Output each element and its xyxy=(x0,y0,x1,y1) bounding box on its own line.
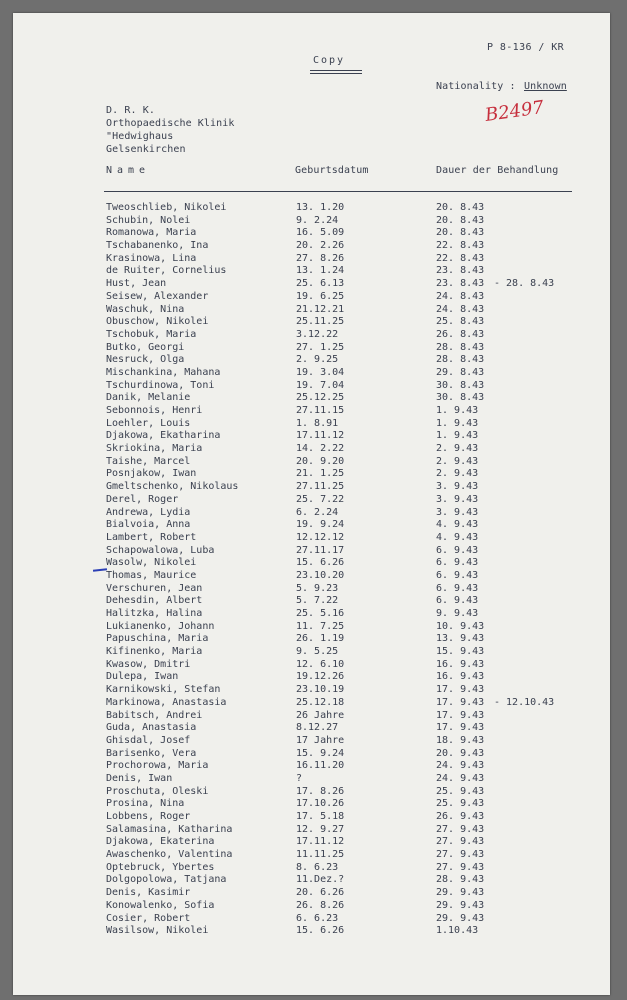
table-row xyxy=(13,684,610,697)
patient-name: Skriokina, Maria xyxy=(106,443,203,455)
birth-date: 20. 6.26 xyxy=(296,887,345,899)
table-row xyxy=(13,494,610,507)
treatment-until: 2. 9.43 xyxy=(436,443,479,455)
treatment-until: 20. 9.43 xyxy=(436,747,485,759)
treatment-until: 24. 8.43 xyxy=(436,303,485,315)
table-row xyxy=(13,329,610,342)
birth-date: 12. 6.10 xyxy=(296,658,345,670)
treatment-until: 29. 9.43 xyxy=(436,912,485,924)
copy-heading: Copy xyxy=(313,55,346,66)
treatment-until: 25. 9.43 xyxy=(436,798,485,810)
birth-date: 6. 6.23 xyxy=(296,912,339,924)
treatment-until: 24. 9.43 xyxy=(436,760,485,772)
birth-date: 3.12.22 xyxy=(296,328,339,340)
patient-name: Tschabanenko, Ina xyxy=(106,240,209,252)
address-line: Gelsenkirchen xyxy=(106,144,186,155)
table-row xyxy=(13,481,610,494)
treatment-until: 1.10.43 xyxy=(436,925,479,937)
birth-date: 25. 5.16 xyxy=(296,608,345,619)
patient-name: Tweoschlieb, Nikolei xyxy=(106,202,227,213)
treatment-until: 20. 8.43 xyxy=(436,214,485,226)
treatment-until: 20. 8.43 xyxy=(436,227,485,239)
treatment-until: 13. 9.43 xyxy=(436,633,485,645)
patient-name: de Ruiter, Cornelius xyxy=(106,265,227,277)
patient-name: Markinowa, Anastasia xyxy=(106,696,227,708)
table-row xyxy=(13,583,610,596)
birth-date: 17. 8.26 xyxy=(296,785,345,797)
table-row xyxy=(13,202,610,215)
treatment-until: 29. 9.43 xyxy=(436,899,485,911)
patient-name: Prosina, Nina xyxy=(106,798,185,810)
birth-date: 25.12.25 xyxy=(296,392,345,404)
treatment-until: 4. 9.43 xyxy=(436,531,479,543)
birth-date: 19.12.26 xyxy=(296,671,345,683)
table-row xyxy=(13,824,610,837)
treatment-until: 24. 8.43 xyxy=(436,290,485,302)
table-row xyxy=(13,519,610,532)
patient-name: Cosier, Robert xyxy=(106,912,191,924)
patient-name: Taishe, Marcel xyxy=(106,455,191,467)
birth-date: 13. 1.20 xyxy=(296,202,345,213)
table-row xyxy=(13,862,610,875)
birth-date: 27.11.25 xyxy=(296,481,345,493)
treatment-until: 6. 9.43 xyxy=(436,544,479,556)
birth-date: 16. 5.09 xyxy=(296,227,345,239)
treatment-until: 3. 9.43 xyxy=(436,481,479,493)
birth-date: 12.12.12 xyxy=(296,531,345,543)
birth-date: 13. 1.24 xyxy=(296,265,345,277)
birth-date: 19. 7.04 xyxy=(296,379,345,391)
patient-name: Dehesdin, Albert xyxy=(106,595,203,607)
table-row xyxy=(13,735,610,748)
treatment-until: 6. 9.43 xyxy=(436,595,479,607)
patient-name: Verschuren, Jean xyxy=(106,582,203,594)
birth-date: 15. 6.26 xyxy=(296,925,345,937)
birth-date: 5. 7.22 xyxy=(296,595,339,607)
header-rule xyxy=(104,191,572,192)
birth-date: 11.Dez.? xyxy=(296,874,345,886)
birth-date: 23.10.19 xyxy=(296,684,345,696)
treatment-until: 26. 9.43 xyxy=(436,811,485,822)
treatment-until: 16. 9.43 xyxy=(436,658,485,670)
table-row xyxy=(13,633,610,646)
birth-date: 25. 6.13 xyxy=(296,278,345,290)
treatment-until: 17. 9.43 xyxy=(436,709,485,721)
birth-date: 11.11.25 xyxy=(296,849,345,861)
table-row xyxy=(13,316,610,329)
copy-underline xyxy=(310,73,362,74)
patient-name: Karnikowski, Stefan xyxy=(106,684,221,696)
table-row xyxy=(13,849,610,862)
table-row xyxy=(13,392,610,405)
treatment-until: 20. 8.43 xyxy=(436,202,485,213)
treatment-until: 26. 8.43 xyxy=(436,328,485,340)
birth-date: 27.11.15 xyxy=(296,405,345,416)
birth-date: 11. 7.25 xyxy=(296,620,345,632)
nationality-value: Unknown xyxy=(524,81,567,92)
treatment-until: 30. 8.43 xyxy=(436,379,485,391)
patient-name: Tschurdinowa, Toni xyxy=(106,379,215,391)
patient-name: Obuschow, Nikolei xyxy=(106,316,209,328)
treatment-until: 15. 9.43 xyxy=(436,646,485,658)
table-row xyxy=(13,532,610,545)
treatment-until: 4. 9.43 xyxy=(436,519,479,531)
table-row xyxy=(13,595,610,608)
table-row xyxy=(13,671,610,684)
birth-date: 17.11.12 xyxy=(296,836,345,848)
birth-date: 8.12.27 xyxy=(296,722,339,734)
table-row xyxy=(13,291,610,304)
patient-name: Lobbens, Roger xyxy=(106,811,191,822)
patient-name: Ghisdal, Josef xyxy=(106,734,191,746)
birth-date: 9. 2.24 xyxy=(296,214,339,226)
patient-name: Wasilsow, Nikolei xyxy=(106,925,209,937)
treatment-until: 29. 8.43 xyxy=(436,366,485,378)
birth-date: 23.10.20 xyxy=(296,569,345,581)
birth-date: 27. 1.25 xyxy=(296,341,345,353)
patient-name: Thomas, Maurice xyxy=(106,569,197,581)
table-row xyxy=(13,646,610,659)
patient-name: Danik, Melanie xyxy=(106,392,191,404)
address-line: Orthopaedische Klinik xyxy=(106,118,235,129)
birth-date: 17.11.12 xyxy=(296,430,345,442)
address-block xyxy=(106,105,235,157)
table-row xyxy=(13,913,610,926)
treatment-until: 22. 8.43 xyxy=(436,252,485,264)
table-row xyxy=(13,545,610,558)
birth-date: 17. 5.18 xyxy=(296,811,345,822)
treatment-until: 17. 9.43 xyxy=(436,684,485,696)
patient-name: Posnjakow, Iwan xyxy=(106,468,197,480)
treatment-until: 28. 8.43 xyxy=(436,341,485,353)
table-row xyxy=(13,608,610,621)
treatment-until: 16. 9.43 xyxy=(436,671,485,683)
table-row xyxy=(13,342,610,355)
treatment-until: 1. 9.43 xyxy=(436,430,479,442)
table-row xyxy=(13,925,610,938)
patient-name: Krasinowa, Lina xyxy=(106,252,197,264)
birth-date: 25.12.18 xyxy=(296,696,345,708)
treatment-until: 25. 8.43 xyxy=(436,316,485,328)
birth-date: 17.10.26 xyxy=(296,798,345,810)
birth-date: 19. 9.24 xyxy=(296,519,345,531)
patient-name: Denis, Kasimir xyxy=(106,887,191,899)
birth-date: 5. 9.23 xyxy=(296,582,339,594)
birth-date: 8. 6.23 xyxy=(296,861,339,873)
patient-name: Babitsch, Andrei xyxy=(106,709,203,721)
patient-name: Gmeltschenko, Nikolaus xyxy=(106,481,239,493)
table-row xyxy=(13,253,610,266)
patient-name: Andrewa, Lydia xyxy=(106,506,191,518)
patient-name: Papuschina, Maria xyxy=(106,633,209,645)
table-row xyxy=(13,430,610,443)
patient-name: Hust, Jean xyxy=(106,278,167,290)
table-row xyxy=(13,265,610,278)
treatment-until: 25. 9.43 xyxy=(436,785,485,797)
table-row xyxy=(13,798,610,811)
table-row xyxy=(13,354,610,367)
column-header-name: Name xyxy=(106,165,151,176)
patient-name: Guda, Anastasia xyxy=(106,722,197,734)
treatment-until: 17. 9.43 xyxy=(436,722,485,734)
patient-name: Schubin, Nolei xyxy=(106,214,191,226)
table-row xyxy=(13,710,610,723)
patient-name: Romanowa, Maria xyxy=(106,227,197,239)
birth-date: ? xyxy=(296,772,303,784)
patient-name: Waschuk, Nina xyxy=(106,303,185,315)
table-row xyxy=(13,215,610,228)
table-row xyxy=(13,468,610,481)
table-row xyxy=(13,722,610,735)
birth-date: 26. 8.26 xyxy=(296,899,345,911)
table-row xyxy=(13,227,610,240)
birth-date: 15. 9.24 xyxy=(296,747,345,759)
birth-date: 25.11.25 xyxy=(296,316,345,328)
column-header-birthdate: Geburtsdatum xyxy=(295,165,369,176)
reference-number: P 8-136 / KR xyxy=(487,42,565,53)
birth-date: 20. 2.26 xyxy=(296,240,345,252)
table-row xyxy=(13,900,610,913)
patient-name: Nesruck, Olga xyxy=(106,354,185,366)
birth-date: 2. 9.25 xyxy=(296,354,339,366)
patient-name: Kifinenko, Maria xyxy=(106,646,203,658)
table-row xyxy=(13,659,610,672)
patient-name: Barisenko, Vera xyxy=(106,747,197,759)
patient-name: Bialvoia, Anna xyxy=(106,519,191,531)
nationality-label: Nationality : xyxy=(436,81,516,92)
patient-name: Prochorowa, Maria xyxy=(106,760,209,772)
birth-date: 19. 6.25 xyxy=(296,290,345,302)
birth-date: 9. 5.25 xyxy=(296,646,339,658)
treatment-until: 27. 9.43 xyxy=(436,849,485,861)
column-header-duration: Dauer der Behandlung xyxy=(436,165,559,176)
patient-name: Konowalenko, Sofia xyxy=(106,899,215,911)
patient-name: Denis, Iwan xyxy=(106,772,173,784)
treatment-until: 10. 9.43 xyxy=(436,620,485,632)
address-line: D. R. K. xyxy=(106,105,155,116)
table-row xyxy=(13,456,610,469)
copy-underline xyxy=(310,70,362,71)
birth-date: 14. 2.22 xyxy=(296,443,345,455)
table-row xyxy=(13,786,610,799)
table-row xyxy=(13,836,610,849)
treatment-until: 6. 9.43 xyxy=(436,557,479,569)
patient-name: Loehler, Louis xyxy=(106,417,191,429)
treatment-until: 29. 9.43 xyxy=(436,887,485,899)
birth-date: 27.11.17 xyxy=(296,544,345,556)
patient-name: Proschuta, Oleski xyxy=(106,785,209,797)
treatment-until: 23. 8.43 xyxy=(436,278,485,290)
table-row xyxy=(13,811,610,824)
treatment-until: 9. 9.43 xyxy=(436,608,479,619)
table-row xyxy=(13,621,610,634)
treatment-until: 6. 9.43 xyxy=(436,582,479,594)
birth-date: 1. 8.91 xyxy=(296,417,339,429)
treatment-until: 6. 9.43 xyxy=(436,569,479,581)
table-row xyxy=(13,874,610,887)
patient-name: Wasolw, Nikolei xyxy=(106,557,197,569)
treatment-until: 30. 8.43 xyxy=(436,392,485,404)
table-row xyxy=(13,697,610,710)
table-row xyxy=(13,405,610,418)
patient-name: Dulepa, Iwan xyxy=(106,671,179,683)
patient-name: Sebonnois, Henri xyxy=(106,405,203,416)
table-row xyxy=(13,507,610,520)
birth-date: 21. 1.25 xyxy=(296,468,345,480)
patient-name: Lukianenko, Johann xyxy=(106,620,215,632)
patient-name: Schapowalowa, Luba xyxy=(106,544,215,556)
birth-date: 26 Jahre xyxy=(296,709,345,721)
table-row xyxy=(13,304,610,317)
treatment-extra: - 28. 8.43 xyxy=(494,278,555,290)
treatment-until: 17. 9.43 xyxy=(436,696,485,708)
patient-name: Lambert, Robert xyxy=(106,531,197,543)
patient-name: Djakowa, Ekatharina xyxy=(106,430,221,442)
treatment-until: 2. 9.43 xyxy=(436,468,479,480)
treatment-until: 3. 9.43 xyxy=(436,506,479,518)
treatment-until: 18. 9.43 xyxy=(436,734,485,746)
treatment-until: 28. 9.43 xyxy=(436,874,485,886)
table-row xyxy=(13,240,610,253)
patient-name: Kwasow, Dmitri xyxy=(106,658,191,670)
table-row xyxy=(13,443,610,456)
treatment-until: 27. 9.43 xyxy=(436,823,485,835)
treatment-until: 23. 8.43 xyxy=(436,265,485,277)
table-row xyxy=(13,570,610,583)
table-row xyxy=(13,278,610,291)
address-line: "Hedwighaus xyxy=(106,131,174,142)
table-row xyxy=(13,380,610,393)
birth-date: 21.12.21 xyxy=(296,303,345,315)
patient-name: Djakowa, Ekaterina xyxy=(106,836,215,848)
birth-date: 16.11.20 xyxy=(296,760,345,772)
treatment-until: 27. 9.43 xyxy=(436,836,485,848)
birth-date: 27. 8.26 xyxy=(296,252,345,264)
table-row xyxy=(13,748,610,761)
patient-name: Derel, Roger xyxy=(106,493,179,505)
patient-name: Halitzka, Halina xyxy=(106,608,203,619)
birth-date: 19. 3.04 xyxy=(296,366,345,378)
birth-date: 20. 9.20 xyxy=(296,455,345,467)
birth-date: 26. 1.19 xyxy=(296,633,345,645)
document-page xyxy=(13,13,610,995)
treatment-until: 24. 9.43 xyxy=(436,772,485,784)
table-row xyxy=(13,760,610,773)
table-row xyxy=(13,887,610,900)
treatment-until: 22. 8.43 xyxy=(436,240,485,252)
birth-date: 25. 7.22 xyxy=(296,493,345,505)
treatment-until: 27. 9.43 xyxy=(436,861,485,873)
table-row xyxy=(13,418,610,431)
patient-name: Dolgopolowa, Tatjana xyxy=(106,874,227,886)
treatment-until: 2. 9.43 xyxy=(436,455,479,467)
birth-date: 17 Jahre xyxy=(296,734,345,746)
handwritten-mark: B2497 xyxy=(483,96,546,127)
birth-date: 12. 9.27 xyxy=(296,823,345,835)
treatment-until: 1. 9.43 xyxy=(436,417,479,429)
birth-date: 6. 2.24 xyxy=(296,506,339,518)
table-row xyxy=(13,367,610,380)
treatment-extra: - 12.10.43 xyxy=(494,696,555,708)
table-row xyxy=(13,773,610,786)
patient-name: Salamasina, Katharina xyxy=(106,823,233,835)
treatment-until: 1. 9.43 xyxy=(436,405,479,416)
patient-name: Seisew, Alexander xyxy=(106,290,209,302)
patient-name: Butko, Georgi xyxy=(106,341,185,353)
patient-name: Mischankina, Mahana xyxy=(106,366,221,378)
treatment-until: 28. 8.43 xyxy=(436,354,485,366)
birth-date: 15. 6.26 xyxy=(296,557,345,569)
patient-name: Tschobuk, Maria xyxy=(106,328,197,340)
patient-name: Awaschenko, Valentina xyxy=(106,849,233,861)
treatment-until: 3. 9.43 xyxy=(436,493,479,505)
patient-name: Optebruck, Ybertes xyxy=(106,861,215,873)
